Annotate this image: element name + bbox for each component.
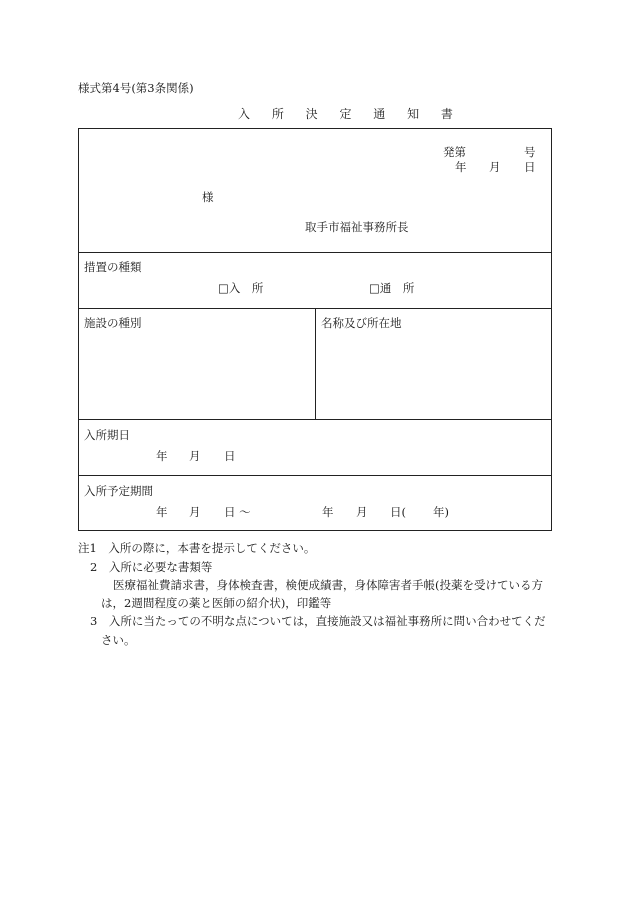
row-divider [79, 419, 551, 420]
note-1: 注1 入所の際に，本書を提示してください。 [78, 541, 316, 555]
facility-name-address-label: 名称及び所在地 [321, 316, 402, 330]
period-start-month: 月 [189, 505, 201, 519]
recipient-honorific: 様 [202, 190, 214, 204]
note-2-line-1: 医療福祉費請求書，身体検査書，検便成績書，身体障害者手帳(投薬を受けている方 [113, 578, 543, 592]
period-end-month: 月 [356, 505, 368, 519]
period-end-day: 日( [390, 505, 406, 519]
measure-option-commute: □通 所 [369, 281, 415, 295]
measure-option-admission: □入 所 [218, 281, 264, 295]
note-2-heading: 2 入所に必要な書類等 [90, 560, 213, 574]
note-3-line-1: 3 入所に当たっての不明な点については，直接施設又は福祉事務所に問い合わせてくだ [90, 614, 546, 628]
measure-type-label: 措置の種類 [84, 260, 142, 274]
admission-year: 年 [156, 449, 168, 463]
note-2-line-2: は，2週間程度の薬と医師の紹介状)，印鑑等 [101, 596, 332, 610]
facility-type-label: 施設の種別 [84, 316, 142, 330]
issue-year: 年 [455, 160, 467, 174]
issue-number-suffix: 号 [524, 145, 536, 159]
admission-date-label: 入所期日 [84, 428, 130, 442]
row-divider [79, 252, 551, 253]
period-start-year: 年 [156, 505, 168, 519]
period-end-year: 年 [322, 505, 334, 519]
form-number-label: 様式第4号(第3条関係) [78, 81, 194, 95]
column-divider [315, 308, 316, 419]
admission-day: 日 [224, 449, 236, 463]
issue-number-prefix: 発第 [443, 145, 466, 159]
scheduled-period-label: 入所予定期間 [84, 484, 153, 498]
issuer-name: 取手市福祉事務所長 [305, 220, 409, 234]
issue-day: 日 [524, 160, 536, 174]
period-total-years: 年) [433, 505, 449, 519]
issue-month: 月 [489, 160, 501, 174]
row-divider [79, 475, 551, 476]
notice-form-table [78, 128, 552, 531]
note-3-line-2: さい。 [101, 633, 136, 647]
document-title: 入 所 決 定 通 知 書 [238, 107, 462, 121]
period-start-day: 日 ～ [224, 505, 251, 519]
admission-month: 月 [189, 449, 201, 463]
